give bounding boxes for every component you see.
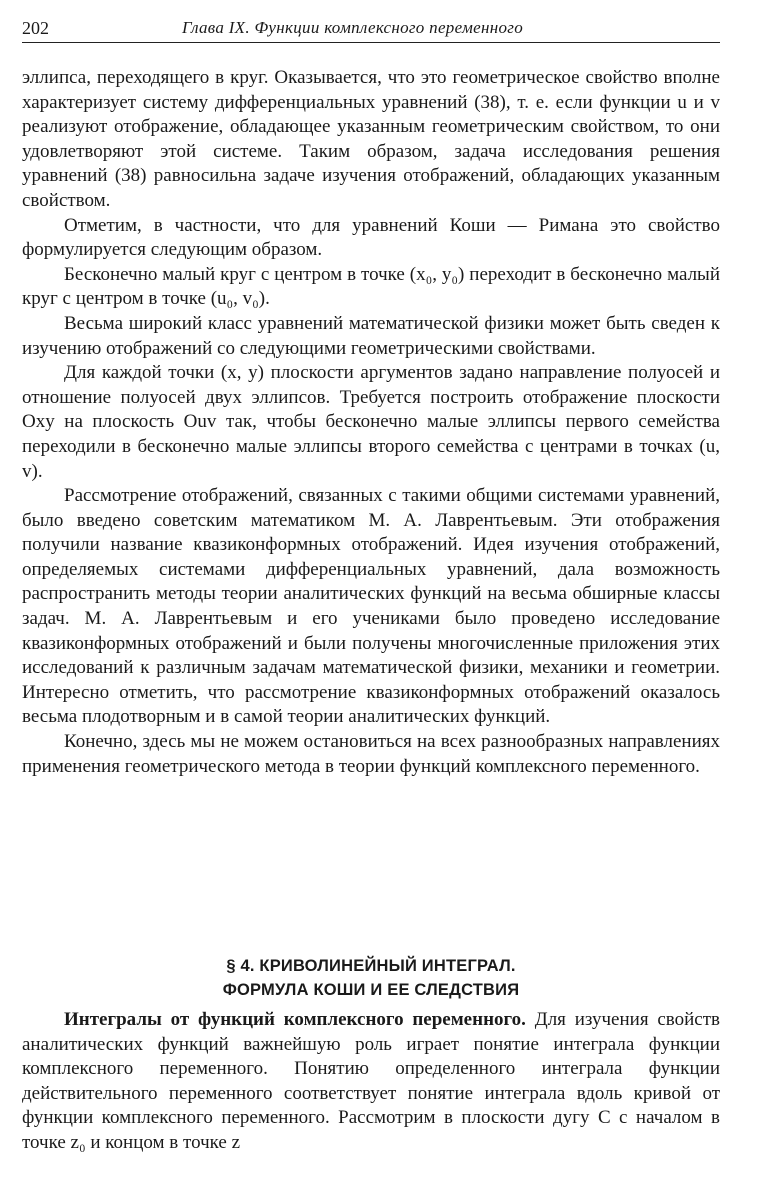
run-in-subheading: Интегралы от функций комплексного переменного. xyxy=(64,1009,526,1030)
body-text xyxy=(22,66,720,779)
paragraph-conclusion: Конечно, здесь мы не можем остановиться на всех разнообразных направлениях применения геометрического метода в теории функций комплексного переменного. xyxy=(22,731,720,777)
paragraph-quasiconformal: Рассмотрение отображений, связанных с такими общими системами уравнений, было введено советским математиком М. А. Лаврентьевым. Эти отображения получили название квазиконформных отображений. Идея изучения отображений, определяемых системами дифференциальных уравнений, дала возможность распространить методы теории аналитических функций на весьма обширные классы задач. М. А. Лаврентьевым и его учениками было проведено исследование квазиконформных отображений и были получены многочисленные приложения этих исследований к различным задачам математической физики, механики и геометрии. Интересно отметить, что рассмотрение квазиконформных отображений оказалось весьма плодотворным и в самой теории аналитических функций. xyxy=(22,485,720,728)
running-title: Глава IX. Функции комплексного переменного xyxy=(182,18,524,37)
section-heading xyxy=(22,954,720,1002)
paragraph-continuation: эллипса, переходящего в круг. Оказывается, что это геометрическое свойство вполне характеризует систему дифференциальных уравнений (38), т. е. если функции u и v реализуют отображение, обладающее указанным геометрическим свойством, то они удовлетворяют этой системе. Таким образом, задача исследования решения уравнений (38) равносильна задаче изучения отображений, обладающих указанным свойством. xyxy=(22,67,720,211)
paragraph-cauchy-riemann: Отметим, в частности, что для уравнений Коши — Римана это свойство формулируется следующим образом. xyxy=(22,214,720,261)
section-body xyxy=(22,1008,720,1156)
page-number: 202 xyxy=(22,18,49,38)
page-header xyxy=(22,14,720,43)
paragraph-integrals-text: Для изучения свойств аналитических функций важнейшую роль играет понятие интеграла функции комплексного переменного. Понятию определенного интеграла функции действительного переменного соответствует понятие интеграла вдоль кривой от функции комплексного переменного. Рассмотрим в плоскости дугу C с началом в точке z₀ и концом в точке z xyxy=(22,1009,721,1153)
paragraph-infinitesimal-circle: Бесконечно малый круг с центром в точке (x₀, y₀) переходит в бесконечно малый круг с центром в точке (u₀, v₀). xyxy=(22,263,720,310)
paragraph-ellipses: Для каждой точки (x, y) плоскости аргументов задано направление полуосей и отношение полуосей двух эллипсов. Требуется построить отображение плоскости Oxy на плоскость Ouv так, чтобы бесконечно малые эллипсы первого семейства переходили в бесконечно малые эллипсы второго семейства с центрами в точках (u, v). xyxy=(22,362,720,482)
paragraph-integrals xyxy=(22,1008,720,1156)
section-heading-line-2: ФОРМУЛА КОШИ И ЕЕ СЛЕДСТВИЯ xyxy=(222,981,520,999)
paragraph-wide-class: Весьма широкий класс уравнений математической физики может быть сведен к изучению отображений со следующими геометрическими свойствами. xyxy=(22,312,720,359)
section-heading-line-1: § 4. КРИВОЛИНЕЙНЫЙ ИНТЕГРАЛ. xyxy=(226,957,516,975)
